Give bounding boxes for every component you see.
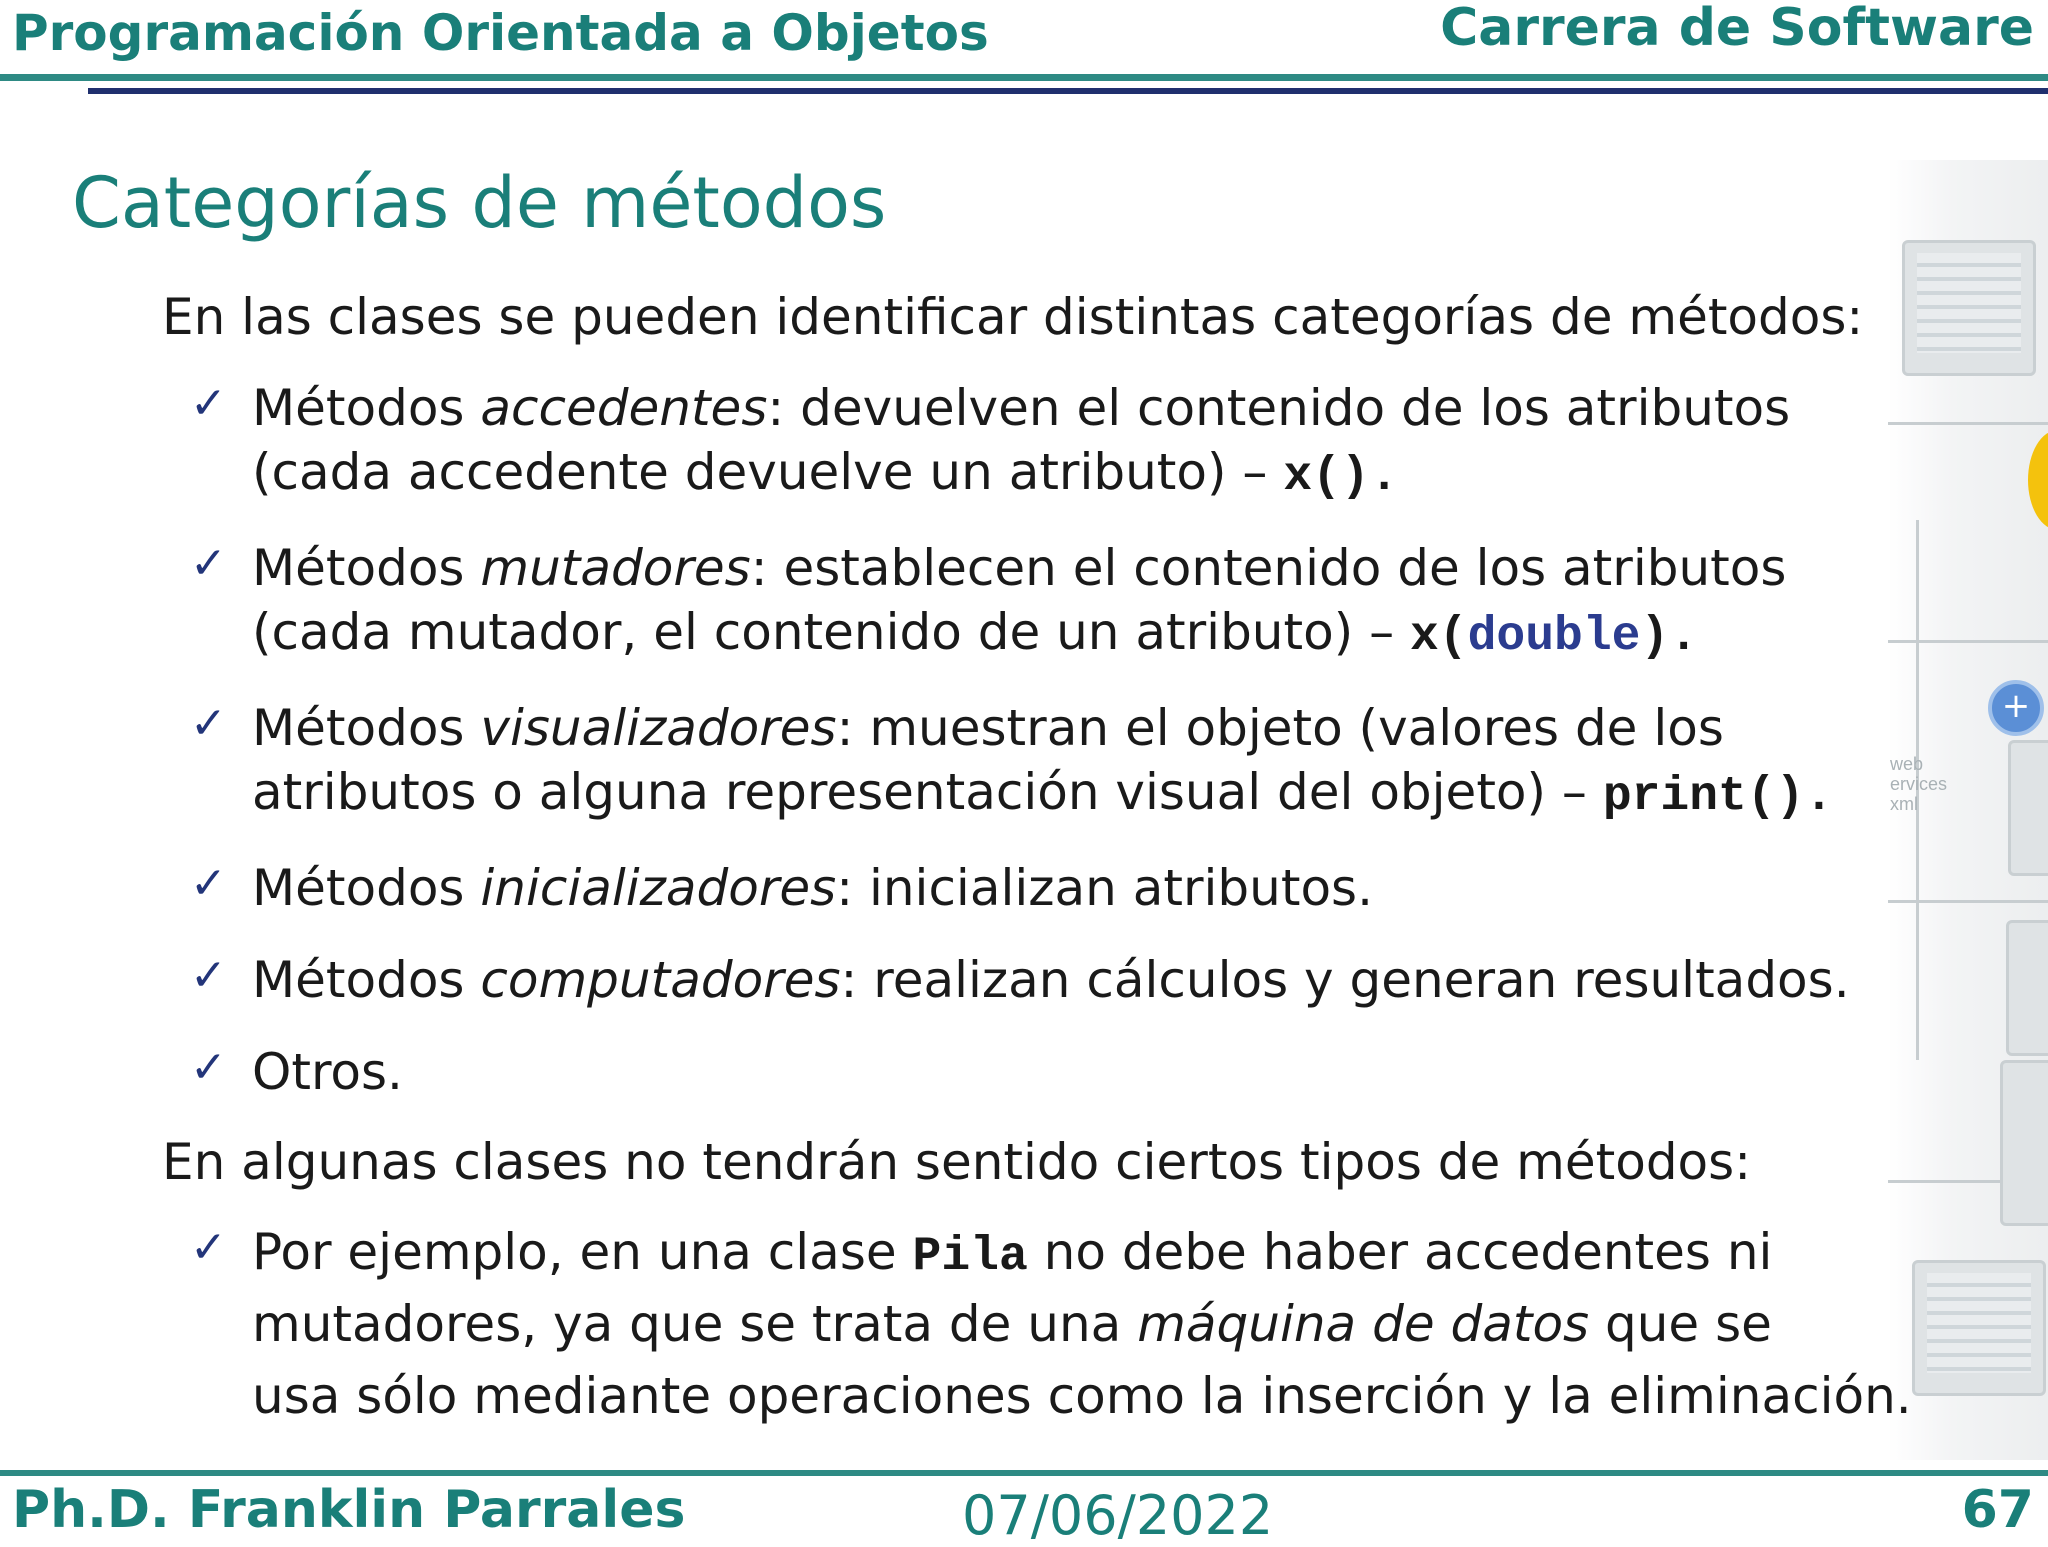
example-line: usa sólo mediante operaciones como la inserción y la eliminación.: [252, 1367, 1912, 1425]
check-icon: ✓: [190, 950, 227, 1001]
footer-rule: [0, 1470, 2048, 1476]
monitor-icon: [1912, 1260, 2046, 1396]
example-line: mutadores, ya que se trata de una máquina de datos que se: [252, 1295, 1772, 1353]
footer-date: 07/06/2022: [962, 1484, 1274, 1547]
list-item: Otros.: [252, 1043, 403, 1101]
list-item-cont: atributos o alguna representación visual del objeto) – print().: [252, 763, 1834, 824]
check-icon: ✓: [190, 858, 227, 909]
server-icon: [2006, 920, 2048, 1056]
program-name: Carrera de Software: [1440, 0, 2034, 58]
plus-icon: +: [1988, 680, 2044, 736]
monitor-icon: [1902, 240, 2036, 376]
list-item-cont: (cada accedente devuelve un atributo) – x().: [252, 443, 1399, 504]
page-number: 67: [1961, 1480, 2034, 1540]
web-services-label: web ervices xml: [1890, 754, 1948, 814]
example-line: Por ejemplo, en una clase Pila no debe haber accedentes ni: [252, 1223, 1773, 1284]
yellow-circle-icon: [2028, 430, 2048, 530]
footer-author: Ph.D. Franklin Parrales: [12, 1480, 686, 1540]
list-item: Métodos inicializadores: inicializan atributos.: [252, 859, 1373, 917]
side-network-illustration: [1888, 160, 2048, 1460]
check-icon: ✓: [190, 378, 227, 429]
header-rule-navy: [88, 88, 2048, 94]
server-icon: [2008, 740, 2048, 876]
intro-text: En las clases se pueden identificar distintas categorías de métodos:: [162, 288, 1864, 346]
list-item: Métodos visualizadores: muestran el objeto (valores de los: [252, 699, 1724, 757]
header-rule-teal: [0, 74, 2048, 81]
list-item-cont: (cada mutador, el contenido de un atributo) – x(double).: [252, 603, 1699, 664]
course-title: Programación Orientada a Objetos: [12, 4, 989, 62]
check-icon: ✓: [190, 538, 227, 589]
check-icon: ✓: [190, 1042, 227, 1093]
check-icon: ✓: [190, 698, 227, 749]
second-intro-text: En algunas clases no tendrán sentido ciertos tipos de métodos:: [162, 1133, 1752, 1191]
list-item: Métodos accedentes: devuelven el contenido de los atributos: [252, 379, 1791, 437]
server-icon: [2000, 1060, 2048, 1226]
list-item: Métodos mutadores: establecen el contenido de los atributos: [252, 539, 1787, 597]
list-item: Métodos computadores: realizan cálculos y generan resultados.: [252, 951, 1850, 1009]
check-icon: ✓: [190, 1222, 227, 1273]
slide-title: Categorías de métodos: [72, 162, 887, 244]
